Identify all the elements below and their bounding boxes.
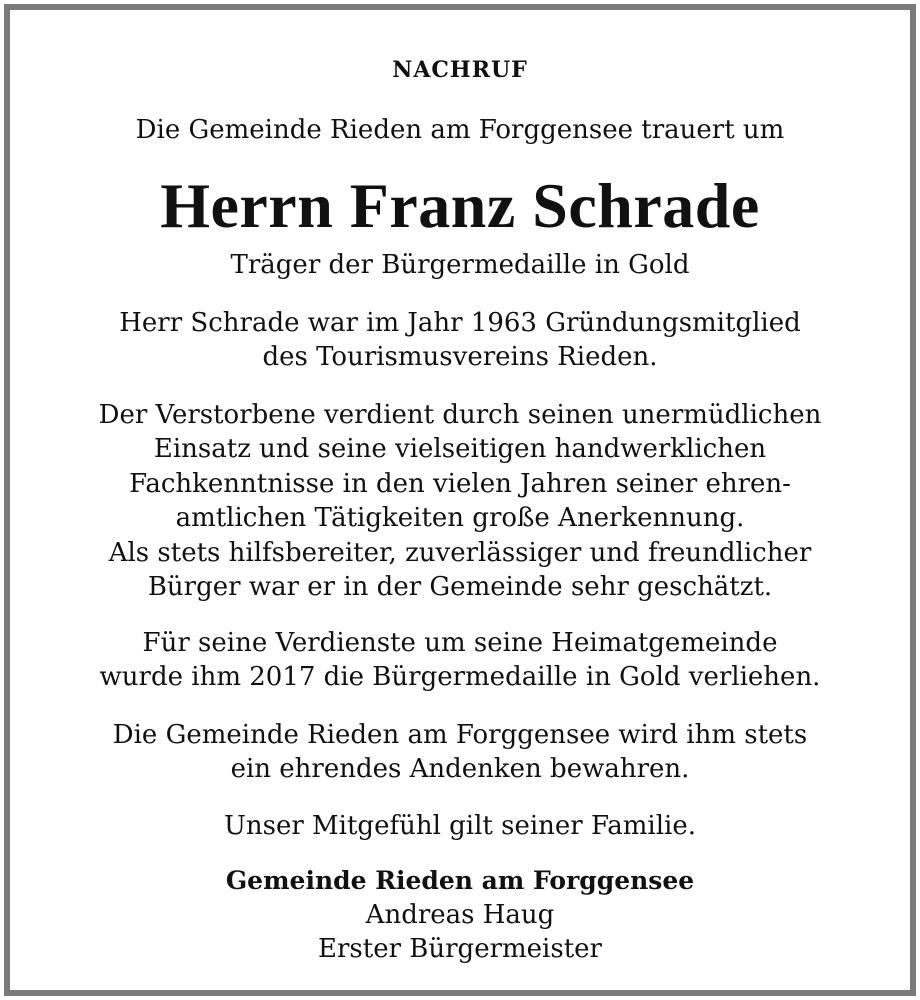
paragraph-condolence [10,809,910,843]
paragraph-line: Als stets hilfsbereiter, zuverlässiger und freundlicher [108,537,812,568]
paragraph-founding-member [10,306,910,375]
notice-heading: NACHRUF [392,57,528,83]
obituary-notice-frame [4,4,916,996]
paragraph-line: Fachkenntnisse in den vielen Jahren seiner ehren- [129,468,791,499]
signature-organization: Gemeinde Rieden am Forggensee [225,866,695,895]
paragraph-line: Der Verstorbene verdient durch seinen unermüdlichen [98,400,822,430]
deceased-honor: Träger der Bürgermedaille in Gold [230,250,690,280]
paragraph-line: Unser Mitgefühl gilt seiner Familie. [223,811,697,841]
paragraph-line: ein ehrendes Andenken bewahren. [230,754,690,785]
notice-intro: Die Gemeinde Rieden am Forggensee trauert um [135,115,785,145]
paragraph-medal-award [10,626,910,695]
paragraph-line: Bürger war er in der Gemeinde sehr geschätzt. [147,572,773,603]
paragraph-remembrance [10,718,910,787]
paragraph-line: wurde ihm 2017 die Bürgermedaille in Gold verliehen. [99,662,821,693]
signature-role: Erster Bürgermeister [318,934,602,964]
paragraph-line: Für seine Verdienste um seine Heimatgemeinde [142,628,778,658]
deceased-name: Herrn Franz Schrade [160,170,760,241]
paragraph-line: des Tourismusvereins Rieden. [262,342,658,373]
paragraph-line: Die Gemeinde Rieden am Forggensee wird ihm stets [112,720,808,750]
paragraph-line: Einsatz und seine vielseitigen handwerklichen [153,434,767,465]
paragraph-line: amtlichen Tätigkeiten große Anerkennung. [175,503,745,534]
signature-person: Andreas Haug [365,900,555,930]
paragraph-line: Herr Schrade war im Jahr 1963 Gründungsmitglied [119,308,801,338]
paragraph-merits [10,398,910,604]
signature-block [10,864,910,966]
